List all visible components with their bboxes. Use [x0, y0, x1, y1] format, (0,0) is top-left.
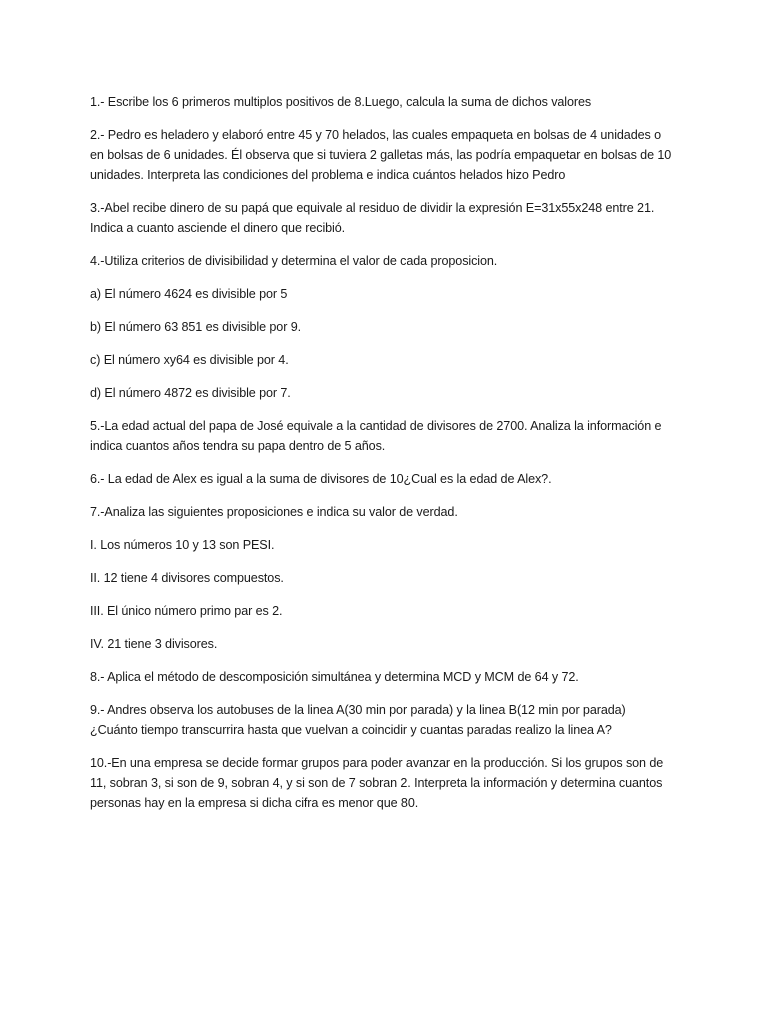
text-line: 11, sobran 3, si son de 9, sobran 4, y si son de 7 sobran 2. Interpreta la información y determina cuantos — [90, 776, 663, 790]
text-line: 6.- La edad de Alex es igual a la suma de divisores de 10¿Cual es la edad de Alex?. — [90, 472, 552, 486]
question-8 — [90, 667, 690, 687]
question-6 — [90, 469, 690, 489]
text-line: 8.- Aplica el método de descomposición simultánea y determina MCD y MCM de 64 y 72. — [90, 670, 579, 684]
question-4-item-b — [90, 317, 690, 337]
text-line: ¿Cuánto tiempo transcurrira hasta que vuelvan a coincidir y cuantas paradas realizo la linea A? — [90, 723, 612, 737]
text-line: 9.- Andres observa los autobuses de la linea A(30 min por parada) y la linea B(12 min por parada) — [90, 703, 626, 717]
text-line: IV. 21 tiene 3 divisores. — [90, 637, 218, 651]
question-7-item-i — [90, 535, 690, 555]
question-9 — [90, 700, 690, 740]
document-page — [90, 92, 690, 826]
text-line: a) El número 4624 es divisible por 5 — [90, 287, 288, 301]
text-line: Indica a cuanto asciende el dinero que recibió. — [90, 221, 346, 235]
text-line: d) El número 4872 es divisible por 7. — [90, 386, 291, 400]
question-4-item-d — [90, 383, 690, 403]
text-line: 10.-En una empresa se decide formar grupos para poder avanzar en la producción. Si los grupos son de — [90, 756, 664, 770]
text-line: en bolsas de 6 unidades. Él observa que si tuviera 2 galletas más, las podría empaquetar en bolsas de 10 — [90, 148, 672, 162]
question-2 — [90, 125, 690, 185]
text-line: III. El único número primo par es 2. — [90, 604, 283, 618]
text-line: c) El número xy64 es divisible por 4. — [90, 353, 289, 367]
text-line: b) El número 63 851 es divisible por 9. — [90, 320, 302, 334]
question-10 — [90, 753, 690, 813]
text-line: 3.-Abel recibe dinero de su papá que equivale al residuo de dividir la expresión E=31x55x248 entre 21. — [90, 201, 655, 215]
text-line: personas hay en la empresa si dicha cifra es menor que 80. — [90, 796, 419, 810]
question-7-item-iv — [90, 634, 690, 654]
question-4-item-c — [90, 350, 690, 370]
question-4-item-a — [90, 284, 690, 304]
text-line: II. 12 tiene 4 divisores compuestos. — [90, 571, 284, 585]
question-1 — [90, 92, 690, 112]
question-5 — [90, 416, 690, 456]
text-line: 5.-La edad actual del papa de José equivale a la cantidad de divisores de 2700. Analiza la información e — [90, 419, 662, 433]
question-4 — [90, 251, 690, 271]
text-line: I. Los números 10 y 13 son PESI. — [90, 538, 275, 552]
text-line: indica cuantos años tendra su papa dentro de 5 años. — [90, 439, 386, 453]
text-line: 2.- Pedro es heladero y elaboró entre 45 y 70 helados, las cuales empaqueta en bolsas de 4 unidades o — [90, 128, 662, 142]
text-line: unidades. Interpreta las condiciones del problema e indica cuántos helados hizo Pedro — [90, 168, 566, 182]
text-line: 1.- Escribe los 6 primeros multiplos positivos de 8.Luego, calcula la suma de dichos valores — [90, 95, 592, 109]
question-7 — [90, 502, 690, 522]
question-7-item-ii — [90, 568, 690, 588]
text-line: 7.-Analiza las siguientes proposiciones e indica su valor de verdad. — [90, 505, 458, 519]
question-3 — [90, 198, 690, 238]
text-line: 4.-Utiliza criterios de divisibilidad y determina el valor de cada proposicion. — [90, 254, 498, 268]
question-7-item-iii — [90, 601, 690, 621]
